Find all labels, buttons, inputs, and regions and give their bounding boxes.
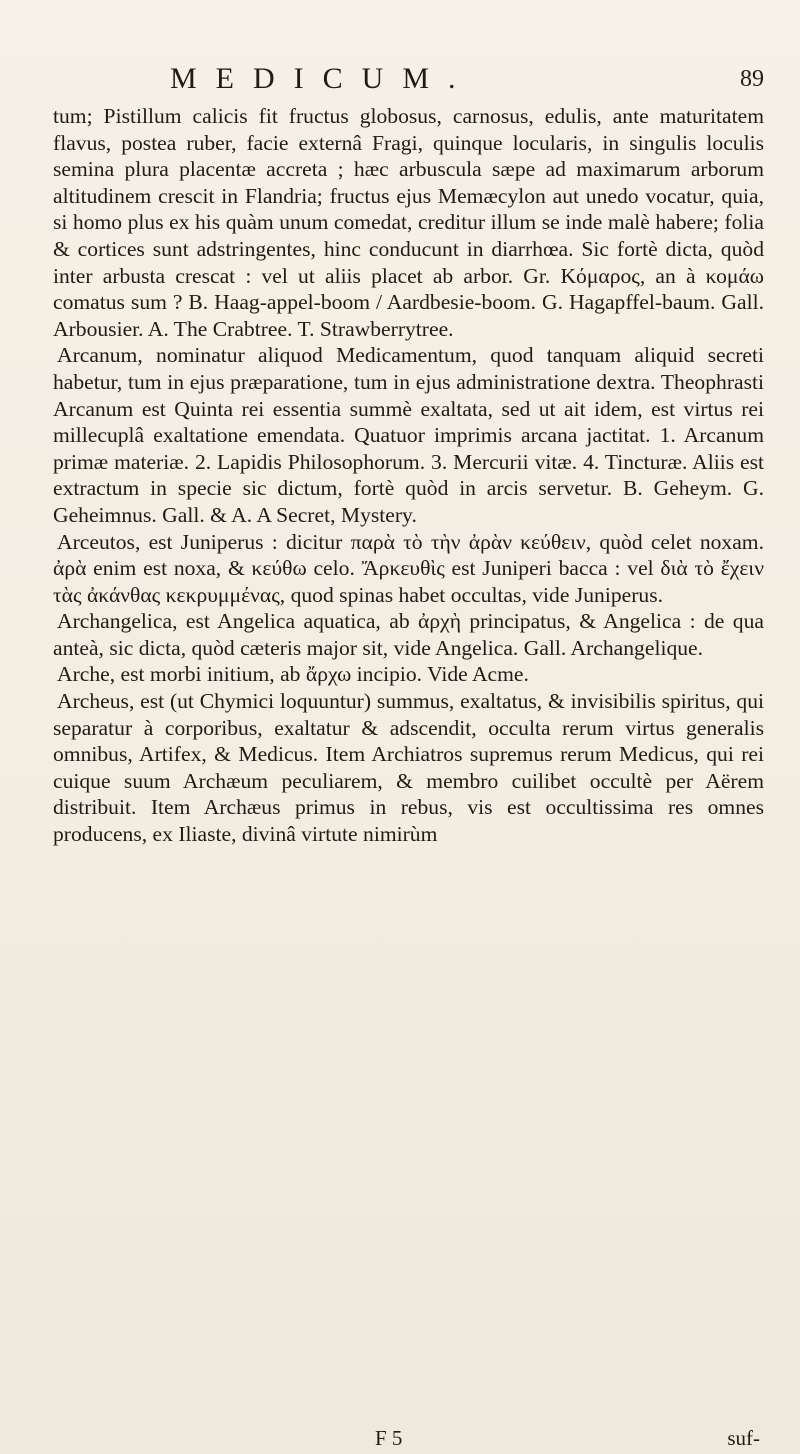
page-footer — [0, 1426, 800, 1454]
body-text — [53, 103, 764, 848]
entry-arceutos: Arceutos, est Juniperus : dicitur παρὰ τὸ τὴν ἀρὰν κεύθειν, quòd celet noxam. ἀρὰ enim est noxa, & κεύθω celo. Ἄρκευθὶς est Juniperi bacca : vel διὰ τὸ ἔχειν τὰς ἀκάνθας κεκρυμμένας, quod spinas habet occultas, vide Juniperus. — [53, 529, 764, 607]
running-head — [0, 62, 800, 98]
entry-archeus: Archeus, est (ut Chymici loquuntur) summus, exaltatus, & invisibilis spiritus, qui separatur à corporibus, exaltatur & adscendit, occulta rerum virtus generalis omnibus, Artifex, & Medicus. Item Archiatros supremus rerum Medicus, qui rei cuique suum Archæum peculiarem, & membro cuilibet occultè per Aërem distribuit. Item Archæus primus in rebus, vis est occultissima res omnes producens, ex Iliaste, divinâ virtute nimirùm — [53, 689, 764, 847]
signature-mark: F 5 — [375, 1426, 403, 1450]
running-title: MEDICUM. — [170, 62, 475, 95]
paragraph-arbutus-continued: tum; Pistillum calicis fit fructus globosus, carnosus, edulis, ante maturitatem flavus, postea ruber, facie externâ Fragi, quinque locularis, in singulis loculis semina plura placentæ accreta ; hæc arbuscula sæpe ad maximarum arborum altitudinem crescit in Flandria; fructus ejus Memæcylon aut unedo vocatur, quia, si homo plus ex his quàm unum comedat, creditur illum se inde malè habere; folia & cortices sunt adstringentes, hinc conducunt in diarrhœa. Sic fortè dicta, quòd inter arbusta crescat : vel ut aliis placet ab arbor. Gr. Κόμαρος, an à κομάω comatus sum ? B. Haag-appel-boom / Aardbesie-boom. G. Hagapffel-baum. Gall. Arbousier. A. The Crabtree. T. Strawberrytree. — [53, 104, 764, 341]
catchword: suf- — [727, 1426, 760, 1450]
page-number: 89 — [740, 66, 764, 92]
entry-arche: Arche, est morbi initium, ab ἄρχω incipio. Vide Acme. — [57, 662, 529, 687]
entry-archangelica: Archangelica, est Angelica aquatica, ab ἀρχὴ principatus, & Angelica : de qua anteà, sic dicta, quòd cæteris major sit, vide Angelica. Gall. Archangelique. — [53, 609, 764, 660]
entry-arcanum: Arcanum, nominatur aliquod Medicamentum, quod tanquam aliquid secreti habetur, tum in ejus præparatione, tum in ejus administratione dextra. Theophrasti Arcanum est Quinta rei essentia summè exaltata, sed ut ait idem, est virtus rei millecuplâ exaltatione emendata. Quatuor imprimis arcana jactitat. 1. Arcanum primæ materiæ. 2. Lapidis Philosophorum. 3. Mercurii vitæ. 4. Tincturæ. Aliis est extractum in specie sic dictum, fortè quòd in arcis servetur. B. Geheym. G. Geheimnus. Gall. & A. A Secret, Mystery. — [53, 343, 764, 527]
